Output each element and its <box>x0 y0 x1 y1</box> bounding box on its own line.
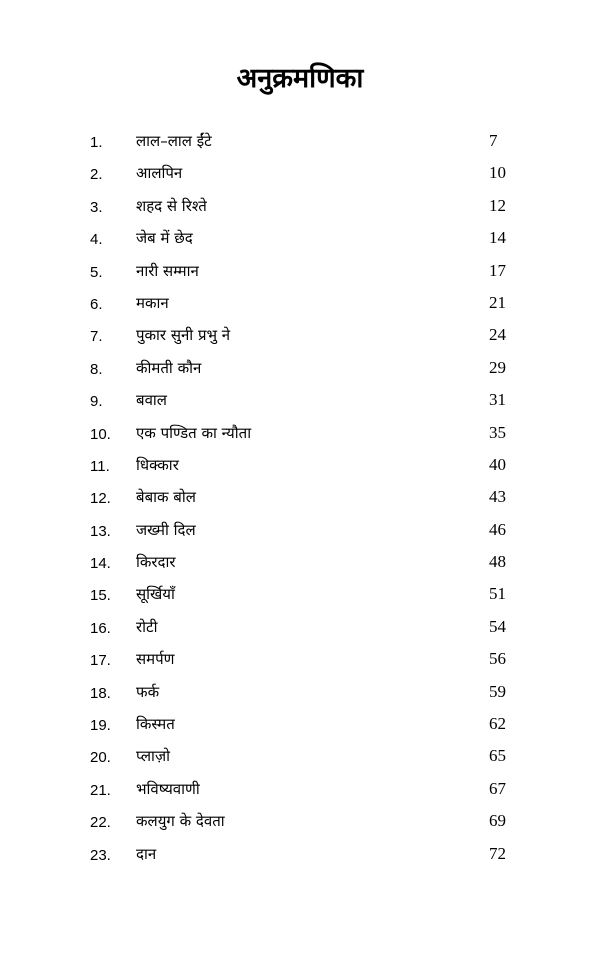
entry-number: 6. <box>90 295 103 313</box>
toc-entry <box>90 287 520 319</box>
entry-page-number: 67 <box>489 778 506 798</box>
toc-entry <box>90 514 520 546</box>
entry-title: कीमती कौन <box>136 358 202 377</box>
entry-title: किरदार <box>136 553 176 572</box>
entry-number: 20. <box>90 749 111 767</box>
entry-number: 19. <box>90 717 111 735</box>
toc-entry <box>90 546 520 578</box>
entry-number: 22. <box>90 814 111 832</box>
entry-title: आलपिन <box>136 164 183 183</box>
entry-page-number: 40 <box>489 454 506 474</box>
table-of-contents <box>90 125 520 870</box>
toc-entry <box>90 157 520 189</box>
entry-number: 10. <box>90 425 111 443</box>
entry-page-number: 69 <box>489 811 506 831</box>
entry-title: जेब में छेद <box>136 229 193 248</box>
toc-entry <box>90 319 520 351</box>
entry-number: 23. <box>90 846 111 864</box>
entry-title: रोटी <box>136 617 158 636</box>
entry-title: समर्पण <box>136 650 175 669</box>
toc-entry <box>90 740 520 772</box>
entry-number: 8. <box>90 360 103 378</box>
toc-entry <box>90 805 520 837</box>
entry-number: 15. <box>90 587 111 605</box>
entry-page-number: 17 <box>489 260 506 280</box>
entry-number: 21. <box>90 781 111 799</box>
entry-page-number: 65 <box>489 746 506 766</box>
entry-number: 5. <box>90 263 103 281</box>
entry-number: 4. <box>90 231 103 249</box>
entry-page-number: 10 <box>489 163 506 183</box>
toc-entry <box>90 676 520 708</box>
toc-entry <box>90 773 520 805</box>
entry-page-number: 51 <box>489 584 506 604</box>
toc-entry <box>90 255 520 287</box>
entry-number: 18. <box>90 684 111 702</box>
entry-number: 13. <box>90 522 111 540</box>
entry-page-number: 43 <box>489 487 506 507</box>
entry-title: शहद से रिश्ते <box>136 196 207 215</box>
entry-page-number: 54 <box>489 616 506 636</box>
toc-entry <box>90 481 520 513</box>
entry-page-number: 46 <box>489 519 506 539</box>
entry-title: प्लाज़ो <box>136 747 170 766</box>
entry-title: धिक्कार <box>136 455 179 474</box>
toc-entry <box>90 643 520 675</box>
entry-page-number: 31 <box>489 390 506 410</box>
toc-entry <box>90 838 520 870</box>
toc-entry <box>90 708 520 740</box>
toc-entry <box>90 417 520 449</box>
entry-title: लाल–लाल ईंटे <box>136 132 212 150</box>
entry-number: 2. <box>90 166 103 184</box>
entry-title: कलयुग के देवता <box>136 812 225 831</box>
entry-title: पुकार सुनी प्रभु ने <box>136 326 231 345</box>
entry-title: एक पण्डित का न्यौता <box>136 423 252 442</box>
toc-entry <box>90 384 520 416</box>
entry-number: 1. <box>90 134 103 151</box>
entry-page-number: 21 <box>489 292 506 312</box>
entry-title: बेबाक बोल <box>136 488 196 507</box>
entry-number: 16. <box>90 619 111 637</box>
entry-page-number: 62 <box>489 714 506 734</box>
entry-title: बवाल <box>136 391 167 410</box>
entry-title: जख्मी दिल <box>136 520 196 539</box>
entry-title: फर्क <box>136 682 160 701</box>
entry-page-number: 35 <box>489 422 506 442</box>
entry-number: 9. <box>90 393 103 411</box>
entry-page-number: 7 <box>489 131 498 150</box>
entry-title: भविष्यवाणी <box>136 779 200 798</box>
entry-title: किस्मत <box>136 715 175 734</box>
entry-title: दान <box>136 844 157 863</box>
entry-title: नारी सम्मान <box>136 261 199 280</box>
toc-entry <box>90 125 520 157</box>
toc-entry <box>90 352 520 384</box>
entry-number: 7. <box>90 328 103 346</box>
toc-entry <box>90 222 520 254</box>
entry-title: सूर्खियाँ <box>136 585 175 604</box>
entry-page-number: 59 <box>489 681 506 701</box>
toc-entry <box>90 578 520 610</box>
toc-entry <box>90 611 520 643</box>
entry-number: 11. <box>90 457 110 475</box>
entry-page-number: 48 <box>489 552 506 572</box>
entry-number: 14. <box>90 555 111 573</box>
entry-number: 12. <box>90 490 111 508</box>
entry-page-number: 29 <box>489 357 506 377</box>
page-title: अनुक्रमणिका <box>236 63 364 94</box>
entry-title: मकान <box>136 293 169 312</box>
entry-page-number: 14 <box>489 228 506 248</box>
entry-page-number: 56 <box>489 649 506 669</box>
entry-page-number: 12 <box>489 195 506 215</box>
toc-entry <box>90 449 520 481</box>
entry-page-number: 24 <box>489 325 506 345</box>
toc-entry <box>90 190 520 222</box>
entry-number: 17. <box>90 652 111 670</box>
entry-number: 3. <box>90 198 103 216</box>
entry-page-number: 72 <box>489 843 506 863</box>
